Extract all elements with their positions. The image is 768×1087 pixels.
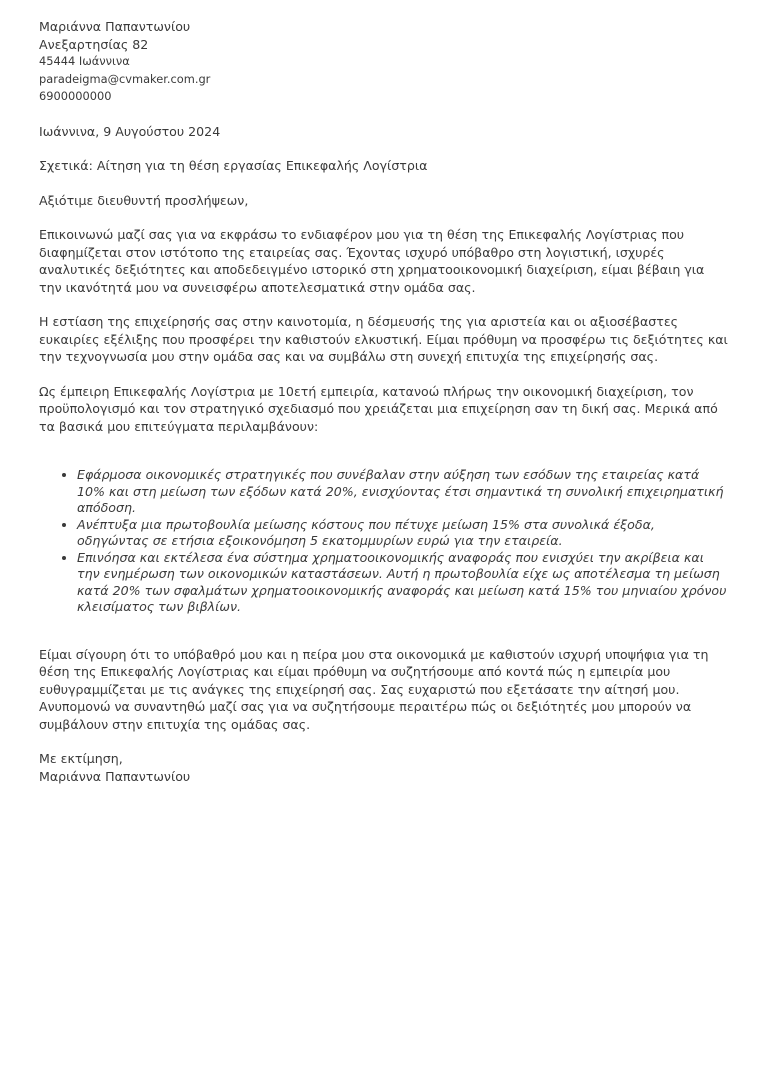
achievements-list [39,467,730,616]
paragraph-closing: Είμαι σίγουρη ότι το υπόβαθρό μου και η πείρα μου στα οικονομικά με καθιστούν ισχυρή υποψήφια για τη θέση της Επικεφαλής Λογίστριας και είμαι πρόθυμη να συζητήσουμε από κοντά πώς η εμπειρία μου ευθυγραμμίζεται με τις ανάγκες της επιχείρησή σας. Σας ευχαριστώ που εξετάσατε την αίτησή μου. Ανυπομονώ να συναντηθώ μαζί σας για να συζητήσουμε περαιτέρω πώς οι δεξιότητές μου μπορούν να συμβάλουν στην επιτυχία της ομάδας σας. [39,646,709,732]
sender-phone: 6900000000 [39,89,112,103]
paragraph-intro: Επικοινωνώ μαζί σας για να εκφράσω το ενδιαφέρον μου για τη θέση της Επικεφαλής Λογίστριας που διαφημίζεται στον ιστότοπο της εταιρείας σας. Έχοντας ισχυρό υπόβαθρο στη λογιστική, ισχυρές αναλυτικές δεξιότητες και αποδεδειγμένο ιστορικό στη χρηματοοικονομική διαχείριση, είμαι βέβαιη για την ικανότητά μου να συνεισφέρω αποτελεσματικά στην ομάδα σας. [39,227,705,295]
paragraph-experience: Ως έμπειρη Επικεφαλής Λογίστρια με 10ετή εμπειρία, κατανοώ πλήρως την οικονομική διαχείριση, τον προϋπολογισμό και τον στρατηγικό σχεδιασμό που χρειάζεται μια επιχείρηση σαν τη δική σας. Μερικά από τα βασικά μου επιτεύγματα περιλαμβάνουν: [39,383,718,434]
signoff-block [39,750,730,785]
list-item: • Επινόησα και εκτέλεσα ένα σύστημα χρηματοοικονομικής αναφοράς που ενισχύει την ακρίβεια και την ενημέρωση των οικονομικών καταστάσεων. Αυτή η πρωτοβουλία είχε ως αποτέλεσμα τη μείωση κατά 20% των σφαλμάτων χρηματοοικονομικής αναφοράς και μείωση κατά 15% του μηνιαίου χρόνου κλεισίματος των βιβλίων. [77,550,730,616]
signoff-name: Μαριάννα Παπαντωνίου [39,768,191,784]
sender-name: Μαριάννα Παπαντωνίου [39,19,191,34]
salutation: Αξιότιμε διευθυντή προσλήψεων, [39,192,249,208]
paragraph-company: Η εστίαση της επιχείρησής σας στην καινοτομία, η δέσμευσής της για αριστεία και οι αξιοσέβαστες ευκαιρίες εξέλιξης που προσφέρει την καθιστούν ελκυστική. Είμαι πρόθυμη να προσφέρω τις δεξιότητες και την τεχνογνωσία μου στην ομάδα σας και να συμβάλω στη συνεχή επιτυχία της επιχείρησής σας. [39,314,728,364]
sender-city: 45444 Ιωάννινα [39,54,130,68]
list-item: • Ανέπτυξα μια πρωτοβουλία μείωσης κόστους που πέτυχε μείωση 15% στα συνολικά έξοδα, οδηγώντας σε ετήσια εξοικονόμηση 5 εκατομμυρίων ευρώ για την εταιρεία. [77,517,730,550]
sender-email: paradeigma@cvmaker.com.gr [39,71,211,86]
sender-block [39,18,730,106]
list-item: • Εφάρμοσα οικονομικές στρατηγικές που συνέβαλαν στην αύξηση των εσόδων της εταιρείας κατά 10% και στη μείωση των εξόδων κατά 20%, ενισχύοντας έτσι σημαντικά τη συνολική επιχειρηματική απόδοση. [77,467,730,517]
letter-subject: Σχετικά: Αίτηση για τη θέση εργασίας Επικεφαλής Λογίστρια [39,158,428,173]
sender-address: Ανεξαρτησίας 82 [39,36,149,52]
signoff-closing: Με εκτίμηση, [39,751,123,766]
letter-date: Ιωάννινα, 9 Αυγούστου 2024 [39,123,221,139]
